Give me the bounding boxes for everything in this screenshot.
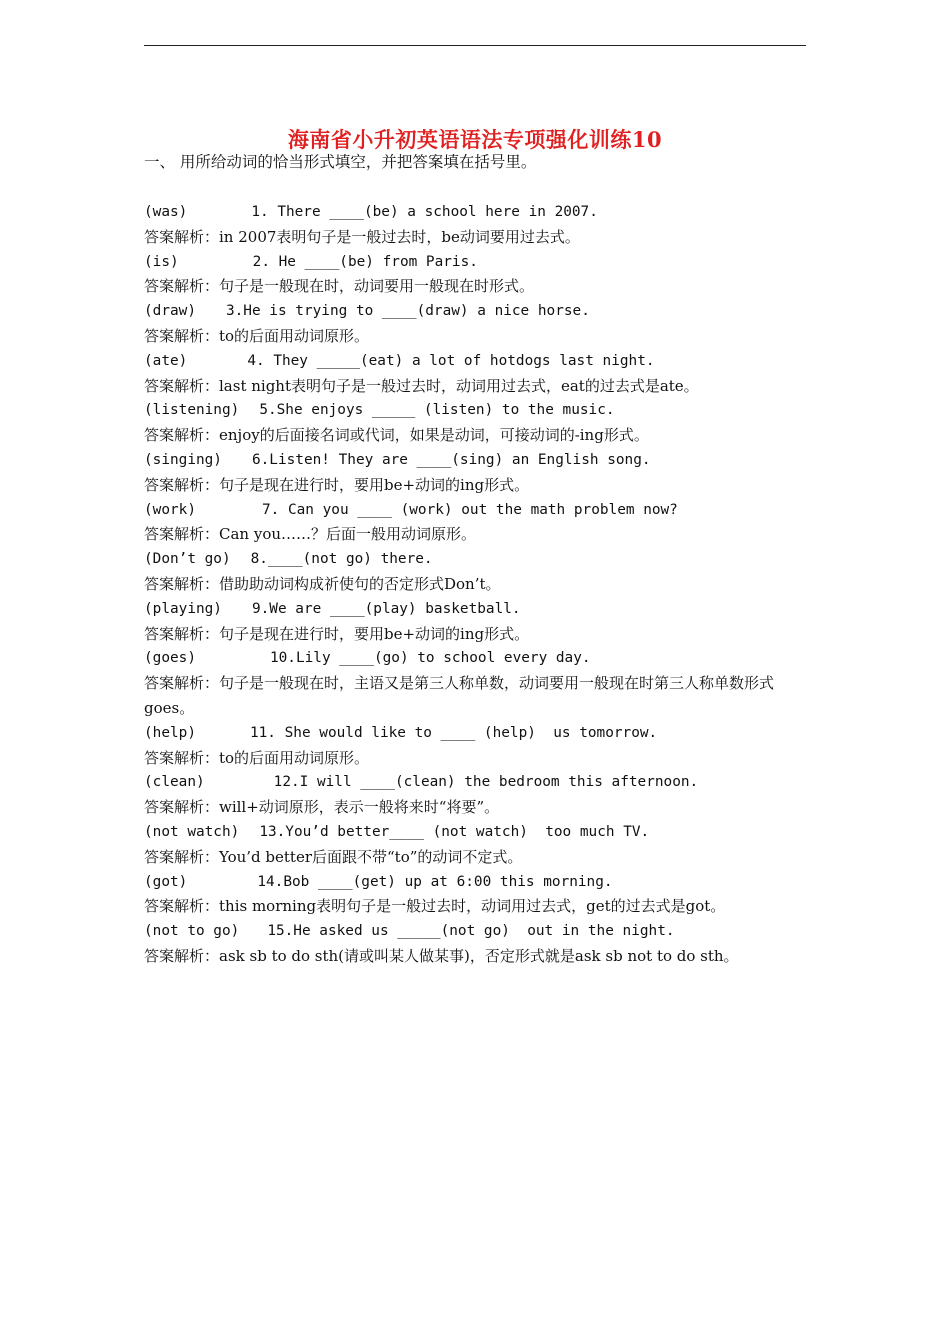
question-line [144,721,806,746]
answer-text: (not watch) [144,823,240,840]
question-text: 7. Can you ____ (work) out the math problem now? [261,501,678,518]
question-line [144,919,806,944]
answer-text: (is) [144,253,179,270]
question-line [144,498,806,523]
question-text: 10.Lily ____(go) to school every day. [269,650,591,667]
answer-explanation: 答案解析：will+动词原形，表示一般将来时“将要”。 [144,798,500,817]
answer-explanation: 答案解析：last night表明句子是一般过去时，动词用过去式，eat的过去式是ate。 [144,376,699,395]
question-text: 3.He is trying to ____(draw) a nice horse. [225,303,590,320]
answer-explanation: 答案解析：to的后面用动词原形。 [144,748,370,767]
question-line [144,250,806,275]
answer-text: (singing) [144,451,222,468]
question-text: 2. He ____(be) from Paris. [252,253,478,270]
answer-text: (work) [144,501,196,518]
answer-explanation: 答案解析：句子是一般现在时，动词要用一般现在时形式。 [144,277,535,296]
question-text: 11. She would like to ____ (help) us tomorrow. [249,724,658,741]
answer-explanation: 答案解析：to的后面用动词原形。 [144,326,370,345]
answer-text: (clean) [144,774,205,791]
exercise-list [144,200,806,969]
answer-explanation: 答案解析：借助助动词构成祈使句的否定形式Don’t。 [144,574,501,593]
answer-text: (was) [144,204,188,220]
header-rule [144,45,806,46]
question-line [144,349,806,374]
answer-explanation: 答案解析：句子是现在进行时，要用be+动词的ing形式。 [144,475,530,494]
answer-text: (Don’t go) [144,551,231,568]
answer-explanation: 答案解析：句子是一般现在时，主语又是第三人称单数，动词要用一般现在时第三人称单数形式goes。 [144,674,775,717]
question-text: 5.She enjoys _____ (listen) to the music. [259,402,615,419]
question-line [144,870,806,895]
question-text: 1. There ____(be) a school here in 2007. [251,204,598,220]
question-line [144,820,806,845]
question-text: 9.We are ____(play) basketball. [251,600,521,617]
answer-explanation: 答案解析：this morning表明句子是一般过去时，动词用过去式，get的过去式是got。 [144,897,726,916]
answer-explanation: 答案解析：enjoy的后面接名词或代词，如果是动词，可接动词的-ing形式。 [144,426,649,445]
question-line [144,597,806,622]
answer-explanation: 答案解析：in 2007表明句子是一般过去时，be动词要用过去式。 [144,227,580,246]
answer-explanation: 答案解析：You’d better后面跟不带“to”的动词不定式。 [144,847,523,866]
answer-text: (playing) [144,600,222,617]
answer-text: (not to go) [144,923,240,940]
question-text: 12.I will ____(clean) the bedroom this afternoon. [273,774,699,791]
question-line [144,547,806,572]
answer-text: (goes) [144,650,196,667]
answer-text: (ate) [144,352,188,369]
question-text: 6.Listen! They are ____(sing) an English song. [251,451,651,468]
answer-explanation: 答案解析：句子是现在进行时，要用be+动词的ing形式。 [144,624,530,643]
question-text: 4. They _____(eat) a lot of hotdogs last night. [247,352,655,369]
question-line [144,770,806,795]
question-line [144,448,806,473]
answer-text: (listening) [144,402,240,419]
question-text: 14.Bob ____(get) up at 6:00 this morning. [257,873,613,890]
question-text: 15.He asked us _____(not go) out in the night. [267,923,675,940]
answer-explanation: 答案解析：ask sb to do sth(请或叫某人做某事)，否定形式就是ask sb not to do sth。 [144,946,739,965]
question-line [144,646,806,671]
answer-text: (draw) [144,303,196,320]
question-line [144,299,806,324]
question-text: 8.____(not go) there. [250,551,433,568]
page-title: 海南省小升初英语语法专项强化训练10 [287,127,663,152]
answer-text: (got) [144,873,188,890]
question-line [144,200,806,225]
question-line [144,398,806,423]
question-text: 13.You’d better____ (not watch) too much TV. [259,823,650,840]
answer-text: (help) [144,724,196,741]
answer-explanation: 答案解析：Can you……？后面一般用动词原形。 [144,525,477,544]
section-instruction: 一、 用所给动词的恰当形式填空，并把答案填在括号里。 [144,153,537,171]
